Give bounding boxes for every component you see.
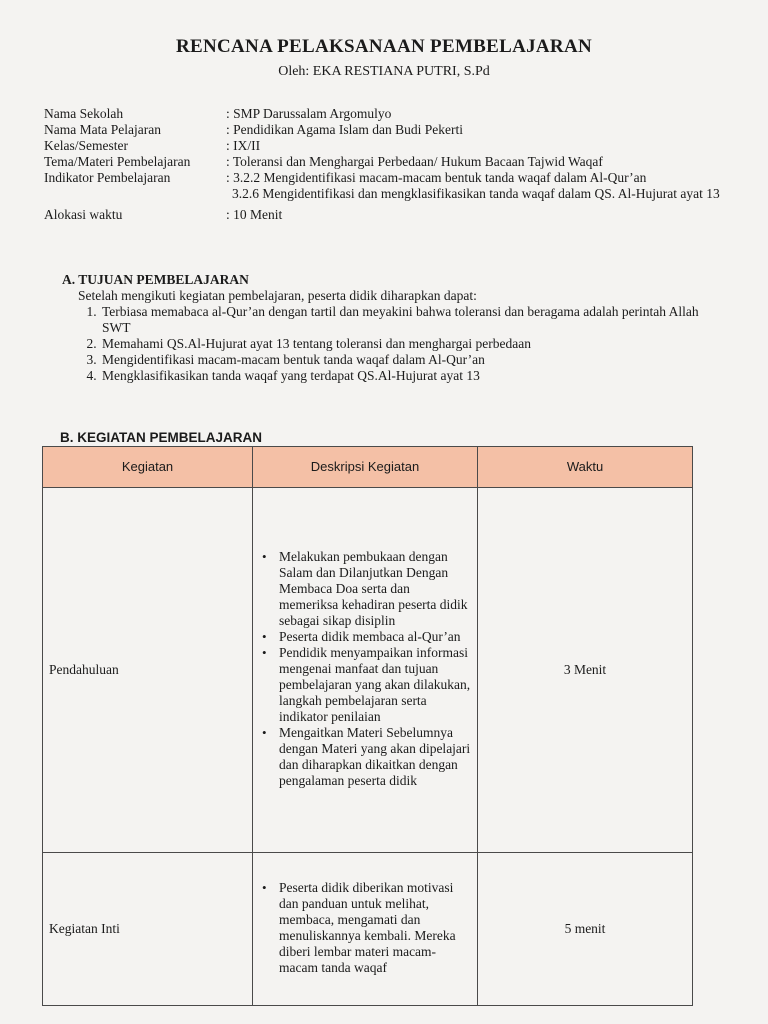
- info-block: [44, 106, 724, 223]
- activity-time: 5 menit: [478, 853, 693, 1006]
- info-value: : 10 Menit: [226, 207, 283, 222]
- table-header-row: [43, 447, 693, 488]
- activity-name: Kegiatan Inti: [43, 853, 253, 1006]
- indicator-line-2: 3.2.6 Mengidentifikasi dan mengklasifikasikan tanda waqaf dalam QS. Al-Hujurat ayat 13: [232, 186, 720, 201]
- info-row-school: [44, 106, 724, 122]
- description-item: • Peserta didik membaca al-Qur’an: [279, 629, 471, 645]
- info-value: : Pendidikan Agama Islam dan Budi Pekerti: [226, 122, 463, 137]
- info-row-subject: [44, 122, 724, 138]
- info-label: Nama Sekolah: [44, 106, 124, 121]
- info-label: Alokasi waktu: [44, 207, 123, 222]
- document-title: RENCANA PELAKSANAAN PEMBELAJARAN: [175, 36, 592, 57]
- info-row-theme: [44, 154, 724, 170]
- info-label: Indikator Pembelajaran: [44, 170, 171, 185]
- indicator-line-1: : 3.2.2 Mengidentifikasi macam-macam bentuk tanda waqaf dalam Al-Qur’an: [226, 170, 647, 185]
- info-label: Kelas/Semester: [44, 138, 128, 153]
- description-list: [257, 549, 471, 789]
- info-row-indicator: [44, 170, 724, 202]
- section-goals: [62, 272, 722, 384]
- description-item: • Melakukan pembukaan dengan Salam dan Dilanjutkan Dengan Membaca Doa serta dan memeriksa kehadiran peserta didik sebagai sikap disiplin: [279, 549, 471, 629]
- activity-description: [253, 488, 478, 853]
- section-activities-heading: B. KEGIATAN PEMBELAJARAN: [60, 430, 263, 445]
- document-author: Oleh: EKA RESTIANA PUTRI, S.Pd: [278, 64, 490, 79]
- info-value: : Toleransi dan Menghargai Perbedaan/ Hukum Bacaan Tajwid Waqaf: [226, 154, 603, 169]
- table-row: [43, 853, 693, 1006]
- activity-name: Pendahuluan: [43, 488, 253, 853]
- info-value: : SMP Darussalam Argomulyo: [226, 106, 392, 121]
- activity-time: 3 Menit: [478, 488, 693, 853]
- info-label: Nama Mata Pelajaran: [44, 122, 161, 137]
- info-value: : IX/II: [226, 138, 261, 153]
- section-goals-heading: A. TUJUAN PEMBELAJARAN: [62, 272, 249, 287]
- column-header-activity: Kegiatan: [43, 447, 253, 488]
- goal-item: 3. Mengidentifikasi macam-macam bentuk tanda waqaf dalam Al-Qur’an: [100, 352, 722, 368]
- activity-description: [253, 853, 478, 1006]
- activities-table: [42, 446, 693, 1006]
- column-header-description: Deskripsi Kegiatan: [253, 447, 478, 488]
- description-item: • Pendidik menyampaikan informasi mengenai manfaat dan tujuan pembelajaran yang akan dilakukan, langkah pembelajaran serta indikator penilaian: [279, 645, 471, 725]
- info-label: Tema/Materi Pembelajaran: [44, 154, 191, 169]
- column-header-time: Waktu: [478, 447, 693, 488]
- goal-item: 1. Terbiasa memabaca al-Qur’an dengan tartil dan meyakini bahwa toleransi dan beragama adalah perintah Allah SWT: [100, 304, 722, 336]
- goals-list: [62, 304, 722, 384]
- description-list: [257, 880, 471, 976]
- info-value-group: [226, 170, 724, 202]
- info-row-time: [44, 207, 724, 223]
- description-item: • Mengaitkan Materi Sebelumnya dengan Materi yang akan dipelajari dan diharapkan dikaitkan dengan pengalaman peserta didik: [279, 725, 471, 789]
- description-item: • Peserta didik diberikan motivasi dan panduan untuk melihat, membaca, mengamati dan menuliskannya kembali. Mereka diberi lembar materi macam-macam tanda waqaf: [279, 880, 471, 976]
- goal-item: 2. Memahami QS.Al-Hujurat ayat 13 tentang toleransi dan menghargai perbedaan: [100, 336, 722, 352]
- section-goals-intro: Setelah mengikuti kegiatan pembelajaran, peserta didik diharapkan dapat:: [78, 288, 477, 303]
- table-row: [43, 488, 693, 853]
- info-row-class: [44, 138, 724, 154]
- goal-item: 4. Mengklasifikasikan tanda waqaf yang terdapat QS.Al-Hujurat ayat 13: [100, 368, 722, 384]
